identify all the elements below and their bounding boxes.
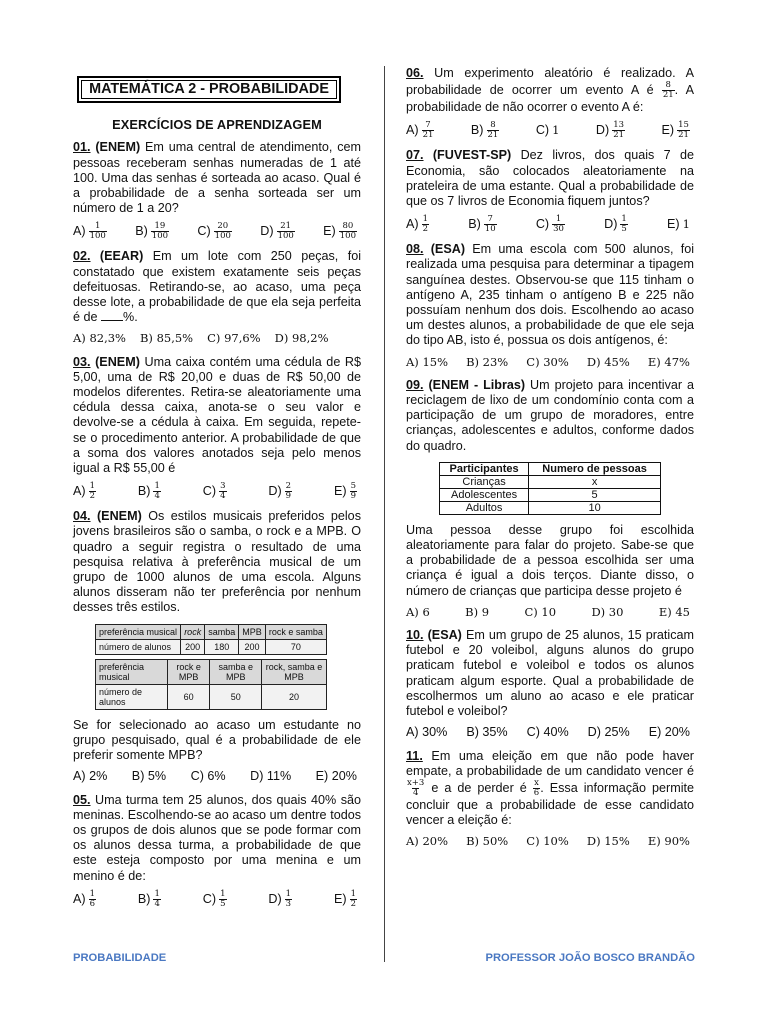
table-cell: rock e MPB (167, 659, 210, 684)
column-divider (384, 66, 385, 962)
question-09-part2: Uma pessoa desse grupo foi escolhida aleatoriamente para falar do projeto. Sabe-se que a probabilidade de a pessoa escolhida ser uma criança é igual a dois terços. Diante disso, o número de crianças que participa desse projeto é (406, 522, 694, 598)
table-row (440, 475, 661, 488)
option: D) 11% (250, 769, 292, 784)
question-04 (73, 509, 361, 615)
options-04 (73, 769, 361, 784)
question-10 (406, 628, 694, 719)
option: D) $\frac{1}{5}$ (604, 214, 627, 235)
question-number: 05. (73, 792, 91, 807)
table-cell: 180 (205, 639, 239, 654)
option: B) $\frac{7}{10}$ (468, 214, 496, 235)
option: C) $\frac{1}{30}$ (535, 214, 564, 235)
title-box (77, 76, 341, 103)
question-text: . Essa informação permite concluir que a probabilidade de esse candidato vencer a eleição é: (406, 780, 694, 828)
option: D) 15% (586, 834, 630, 849)
left-column (73, 66, 361, 917)
options-02 (73, 331, 361, 346)
question-07 (406, 148, 694, 209)
option: E) 20% (648, 725, 690, 740)
option: C) 30% (526, 354, 569, 369)
table-cell: número de alunos (96, 639, 181, 654)
option: D) 25% (587, 725, 630, 740)
music-tables (73, 624, 361, 710)
question-number: 08. (406, 242, 424, 257)
table-cell: samba e MPB (210, 659, 262, 684)
page-title: MATEMÁTICA 2 - PROBABILIDADE (81, 80, 337, 99)
option: A) $\frac{1}{2}$ (406, 214, 429, 235)
option: B) 50% (466, 834, 509, 849)
participants-table (439, 462, 661, 515)
question-text: Um projeto para incentivar a reciclagem de lixo de um condomínio conta com a participação de um grupo de moradores, entre crianças, adolescentes e adultos, conforme dados do quadro. (406, 377, 695, 453)
question-number: 10. (406, 628, 424, 643)
option: B) $\frac{19}{100}$ (135, 221, 169, 242)
option: A) 30% (406, 725, 448, 740)
question-05 (73, 793, 361, 884)
question-source: (ESA) (430, 242, 466, 257)
option: D) 45% (586, 354, 630, 369)
option: C) $\frac{1}{5}$ (202, 888, 226, 909)
option: C) 97,6% (207, 331, 261, 346)
table-row (440, 501, 661, 514)
table-cell: 60 (167, 684, 210, 709)
question-text: Em um lote com 250 peças, foi constatado que existem exatamente seis peças defeituosas. Retirando-se, ao acaso, uma peça desse lote, a probabilidade de que ela seja perfeita é de (73, 249, 361, 325)
option: D) $\frac{1}{3}$ (268, 888, 292, 909)
question-09 (406, 378, 694, 454)
question-source: (ENEM) (95, 354, 140, 369)
table-cell: 70 (265, 639, 326, 654)
footer-right: PROFESSOR JOÃO BOSCO BRANDÃO (485, 952, 695, 964)
table-row (440, 488, 661, 501)
table-cell: x (529, 475, 661, 488)
question-01 (73, 140, 361, 216)
options-09 (406, 605, 694, 620)
option: E) 45 (658, 604, 690, 619)
option: B) 35% (466, 725, 508, 740)
table-cell: Adultos (440, 501, 529, 514)
option: D) 30 (591, 604, 624, 619)
option: C) 1 (535, 123, 560, 138)
question-source: (FUVEST-SP) (432, 148, 512, 163)
inline-fraction: $\frac{x}{6}$ (533, 777, 540, 798)
option: A) 82,3% (73, 331, 126, 346)
option: A) $\frac{7}{21}$ (406, 120, 434, 141)
option: B) 85,5% (139, 331, 194, 346)
question-text: Em uma eleição em que não pode haver empate, a probabilidade de um candidato vencer é (406, 748, 694, 778)
table-cell: MPB (239, 624, 266, 639)
option: C) 6% (190, 769, 226, 784)
right-column (406, 66, 694, 858)
question-source: (ENEM) (96, 509, 142, 524)
table-cell: rock e samba (265, 624, 326, 639)
option: E) $\frac{1}{2}$ (333, 888, 356, 909)
option: D) 98,2% (274, 331, 329, 346)
options-05 (73, 890, 361, 909)
answer-blank (101, 310, 123, 321)
inline-fraction: $\frac{x+3}{4}$ (407, 777, 425, 798)
question-number: 03. (73, 354, 91, 369)
question-text: Em uma central de atendimento, cem pessoas receberam senhas numeradas de 1 até 100. Uma das senhas é sorteada ao acaso. Qual é a probabilidade de a senha sorteada ser um número de 1 a 20? (73, 140, 361, 216)
question-text: Dez livros, dos quais 7 de Economia, são colocados aleatoriamente na prateleira de uma estante. Qual a probabilidade de que os 7 livros de Economia fiquem juntos? (406, 148, 694, 209)
question-04-part2: Se for selecionado ao acaso um estudante no grupo pesquisado, qual é a probabilidade de ele preferir somente MPB? (73, 717, 361, 763)
table-cell: rock, samba e MPB (262, 659, 327, 684)
question-11 (406, 749, 694, 829)
option: B) 23% (466, 354, 509, 369)
question-source: (EEAR) (99, 249, 144, 264)
question-text: Em um grupo de 25 alunos, 15 praticam futebol e 20 voleibol, alguns alunos do grupo praticam futebol e voleibol e todos os alunos praticam algum esporte. Qual a probabilidade de escolhermos um aluno ao acaso e ele praticar futebol e voleibol? (406, 628, 694, 719)
option: A) 15% (406, 354, 449, 369)
question-source: (ENEM) (95, 140, 141, 155)
footer-left: PROBABILIDADE (73, 952, 167, 964)
question-number: 09. (406, 377, 424, 392)
option: A) 2% (73, 769, 108, 784)
option: B) $\frac{8}{21}$ (470, 120, 499, 141)
table-cell: 50 (210, 684, 262, 709)
options-06 (406, 121, 694, 140)
question-08 (406, 242, 694, 348)
option: C) 10% (526, 834, 569, 849)
question-number: 02. (73, 249, 91, 264)
options-01 (73, 222, 361, 241)
table-cell: Crianças (440, 475, 529, 488)
question-number: 01. (73, 140, 91, 155)
option: C) $\frac{20}{100}$ (197, 221, 231, 242)
option: D) $\frac{21}{100}$ (260, 221, 294, 242)
question-number: 07. (406, 148, 424, 163)
table-header: Numero de pessoas (529, 462, 661, 475)
question-text: e a de perder é (425, 780, 533, 795)
music-table-2 (95, 659, 327, 710)
option: B) 5% (131, 769, 167, 784)
question-number: 11. (406, 748, 423, 763)
table-cell: 5 (529, 488, 661, 501)
option: E) $\frac{15}{21}$ (661, 120, 689, 141)
question-text: Um experimento aleatório é realizado. A probabilidade de ocorrer um evento A é (406, 66, 694, 98)
options-10 (406, 725, 694, 740)
question-06 (406, 66, 694, 115)
question-source: (ESA) (427, 628, 462, 643)
table-header: Participantes (440, 462, 529, 475)
section-subtitle: EXERCÍCIOS DE APRENDIZAGEM (112, 117, 322, 133)
table-cell: número de alunos (96, 684, 168, 709)
option: E) 20% (315, 769, 357, 784)
option: E) 90% (647, 834, 690, 849)
option: A) 6 (406, 604, 430, 619)
option: E) 47% (647, 354, 690, 369)
table-cell: preferência musical (96, 624, 181, 639)
music-table-1 (95, 624, 327, 655)
table-cell: samba (205, 624, 239, 639)
question-text: . A probabilidade de não ocorrer o evento A é: (406, 83, 694, 115)
table-cell: Adolescentes (440, 488, 529, 501)
table-cell: 200 (239, 639, 266, 654)
option: A) $\frac{1}{2}$ (73, 481, 96, 502)
options-07 (406, 215, 694, 234)
option: C) $\frac{3}{4}$ (202, 481, 226, 502)
question-source: (ENEM - Libras) (428, 377, 526, 392)
options-08 (406, 355, 694, 370)
table-cell: 20 (262, 684, 327, 709)
option: D) $\frac{2}{9}$ (268, 481, 292, 502)
question-text-end: %. (123, 310, 138, 325)
question-03 (73, 355, 361, 477)
option: A) 20% (406, 834, 449, 849)
option: A) $\frac{1}{100}$ (73, 221, 106, 242)
table-cell: 200 (181, 639, 205, 654)
option: C) 40% (526, 725, 569, 740)
table-cell: rock (181, 624, 205, 639)
option: B) $\frac{1}{4}$ (137, 481, 160, 502)
option: A) $\frac{1}{6}$ (73, 888, 96, 909)
inline-fraction: $\frac{8}{21}$ (662, 80, 674, 101)
question-number: 04. (73, 509, 91, 524)
table-cell: preferência musical (96, 659, 168, 684)
option: B) $\frac{1}{4}$ (137, 888, 160, 909)
question-02 (73, 249, 361, 325)
option: C) 10 (524, 604, 557, 619)
question-text: Em uma escola com 500 alunos, foi realizada uma pesquisa para determinar a tipagem sanguínea destes. Observou-se que 115 tinham o antígeno A, 235 tinham o antígeno B e 225 não possuíam nenhum dos dois. Escolhendo ao acaso um destes alunos, a probabilidade de que ele seja do tipo AB, isto é, possua os dois antígenos, é: (406, 242, 694, 348)
question-number: 06. (406, 66, 424, 80)
question-text: Uma caixa contém uma cédula de R$ 5,00, uma de R$ 20,00 e duas de R$ 50,00 de modelos diferentes. Retira-se aleatoriamente uma cédula dessa caixa, anota-se o seu valor e devolve-se a cédula à caixa. Em seguida, repete-se o procedimento anterior. A probabilidade de que a soma dos valores anotados seja pelo menos igual a R$ 55,00 é (73, 354, 362, 476)
option: E) $\frac{5}{9}$ (333, 481, 356, 502)
option: D) $\frac{13}{21}$ (595, 120, 625, 141)
table-cell: 10 (529, 501, 661, 514)
options-03 (73, 482, 361, 501)
question-text: Os estilos musicais preferidos pelos jovens brasileiros são o samba, o rock e a MPB. O quadro a seguir registra o resultado de uma pesquisa relativa à preferência musical de um grupo de 1000 alunos de uma escola. Alguns alunos disseram não ter preferência por nenhum desses três estilos. (73, 509, 361, 615)
option: E) $\frac{80}{100}$ (323, 221, 356, 242)
question-text: Uma turma tem 25 alunos, dos quais 40% são meninas. Escolhendo-se ao acaso um dentre todos os grupos de dois alunos que se pode formar com os alunos dessa turma, a probabilidade de que este esteja composto por uma menina e um menino é de: (73, 792, 361, 883)
options-11 (406, 834, 694, 849)
option: B) 9 (465, 604, 490, 619)
option: E) 1 (667, 217, 690, 232)
